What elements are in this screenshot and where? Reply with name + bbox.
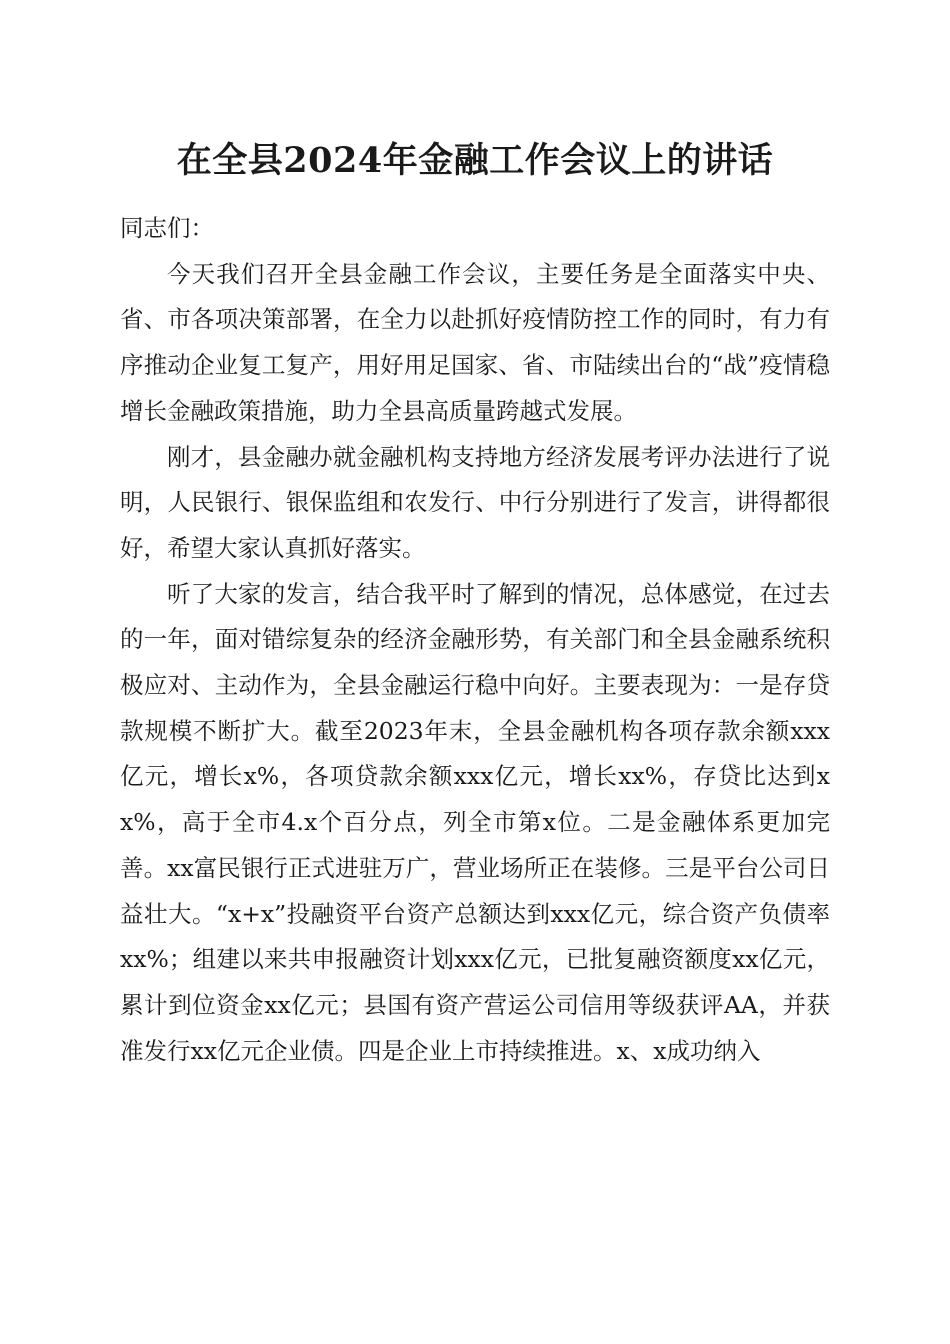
paragraph-opening: 今天我们召开全县金融工作会议，主要任务是全面落实中央、省、市各项决策部署，在全力以赴抓好疫情防控工作的同时，有力有序推动企业复工复产，用好用足国家、省、市陆续出台的“战”疫情稳增长金融政策措施，助力全县高质量跨越式发展。	[120, 259, 830, 425]
salutation: 同志们：	[120, 214, 214, 242]
document-body	[120, 206, 830, 1074]
document-title: 在全县2024年金融工作会议上的讲话	[176, 140, 774, 181]
paragraph-performance: 听了大家的发言，结合我平时了解到的情况，总体感觉，在过去的一年，面对错综复杂的经济金融形势，有关部门和全县金融系统积极应对、主动作为，全县金融运行稳中向好。主要表现为：一是存贷款规模不断扩大。截至2023年末，全县金融机构各项存款余额xxx亿元，增长x%，各项贷款余额xxx亿元，增长xx%，存贷比达到xx%，高于全市4.x个百分点，列全市第x位。二是金融体系更加完善。xx富民银行正式进驻万广，营业场所正在装修。三是平台公司日益壮大。“x+x”投融资平台资产总额达到xxx亿元，综合资产负债率xx%；组建以来共申报融资计划xxx亿元，已批复融资额度xx亿元，累计到位资金xx亿元；县国有资产营运公司信用等级获评AA，并获准发行xx亿元企业债。四是企业上市持续推进。x、x成功纳入	[120, 579, 830, 1065]
paragraph-review: 刚才，县金融办就金融机构支持地方经济发展考评办法进行了说明，人民银行、银保监组和农发行、中行分别进行了发言，讲得都很好，希望大家认真抓好落实。	[120, 442, 830, 562]
